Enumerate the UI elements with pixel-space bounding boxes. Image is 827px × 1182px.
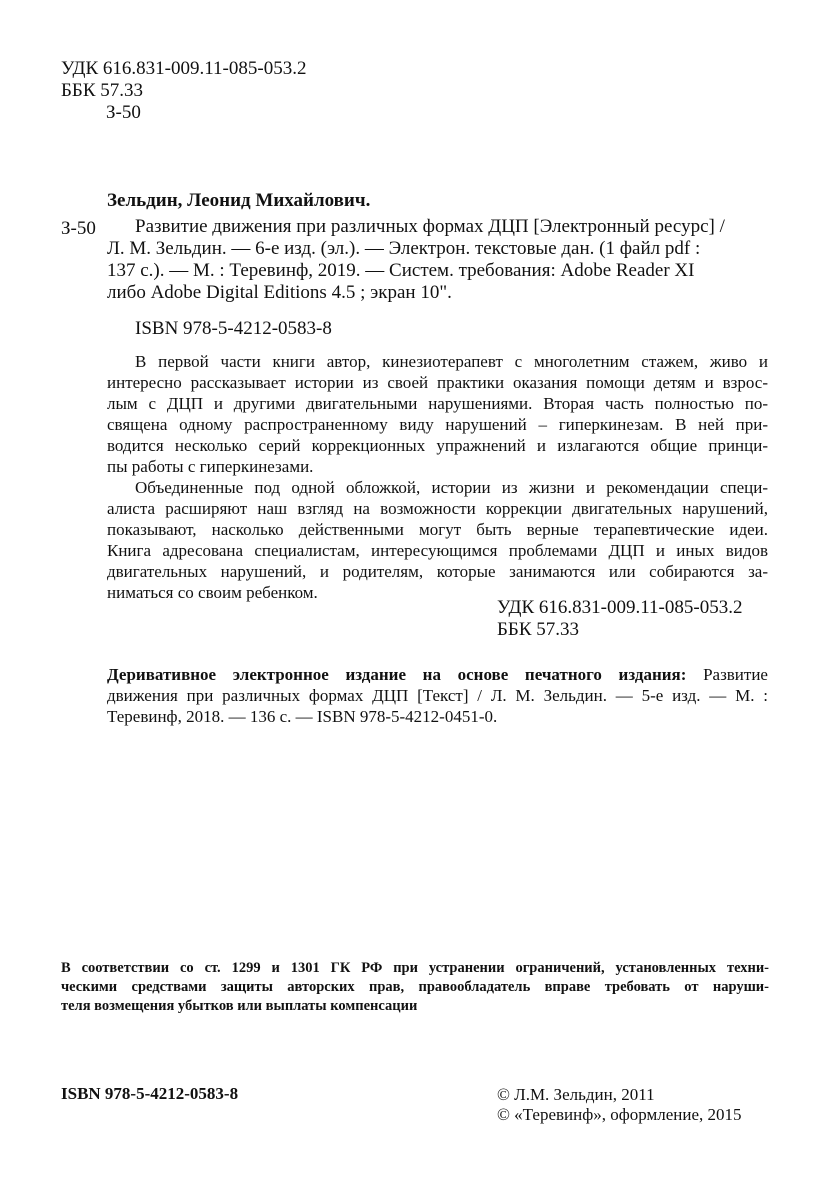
annotation-p2-line-1: Объединенные под одной обложкой, истории из жизни и рекомендации специ- (135, 478, 768, 497)
derivative-line-1-rest: Развитие (686, 665, 768, 684)
record-description (107, 216, 768, 304)
copyright-publisher: © «Теревинф», оформление, 2015 (497, 1105, 742, 1124)
copyright-author: © Л.М. Зельдин, 2011 (497, 1085, 655, 1104)
description-line-3: 137 с.). — М. : Теревинф, 2019. — Систем. требования: Adobe Reader XI (107, 260, 695, 281)
annotation-p1-line-2: интересно рассказывает истории из своей практики оказания помощи детям и взрос- (107, 373, 768, 392)
footer-isbn: ISBN 978-5-4212-0583-8 (61, 1084, 239, 1103)
annotation-p1-line-3: лым с ДЦП и другими двигательными нарушениями. Вторая часть полностью по- (107, 394, 768, 413)
annotation-p2-line-6: ниматься со своим ребенком. (107, 583, 318, 602)
record-isbn: ISBN 978-5-4212-0583-8 (135, 318, 332, 339)
legal-notice (61, 959, 769, 1016)
description-line-1: Развитие движения при различных формах ДЦП [Электронный ресурс] / (135, 216, 725, 237)
annotation-p1-line-1: В первой части книги автор, кинезиотерапевт с многолетним стажем, живо и (135, 352, 768, 371)
annotation-p2-line-5: двигательных нарушений, и родителям, которые занимаются или собираются за- (107, 562, 768, 581)
derivative-line-1 (107, 664, 768, 685)
annotation-p2-line-4: Книга адресована специалистам, интересующимся проблемами ДЦП и иных видов (107, 541, 768, 560)
description-line-2: Л. М. Зельдин. — 6-е изд. (эл.). — Электрон. текстовые дан. (1 файл pdf : (107, 238, 701, 259)
udk-code-repeat: УДК 616.831-009.11-085-053.2 (497, 597, 743, 618)
record-author-mark: З-50 (61, 218, 96, 239)
bbk-code-repeat: ББК 57.33 (497, 619, 579, 640)
derivative-label: Деривативное электронное издание на основе печатного издания: (107, 665, 687, 684)
annotation-p1-line-5: водится несколько серий коррекционных упражнений и излагаются общие принци- (107, 436, 768, 455)
annotation-p1-line-6: пы работы с гиперкинезами. (107, 457, 314, 476)
legal-line-2: ческими средствами защиты авторских прав, правообладатель вправе требовать от наруши- (61, 979, 769, 995)
description-line-4: либо Adobe Digital Editions 4.5 ; экран 10". (107, 282, 452, 303)
udk-code: УДК 616.831-009.11-085-053.2 (61, 58, 307, 79)
legal-line-1: В соответствии со ст. 1299 и 1301 ГК РФ при устранении ограничений, установленных техни- (61, 960, 769, 976)
annotation-p2-line-3: показывают, насколько действенными могут быть верные терапевтические идеи. (107, 520, 768, 539)
derivative-note (107, 664, 768, 727)
annotation-p1-line-4: священа одному распространенному виду нарушений – гиперкинезам. В ней при- (107, 415, 768, 434)
author-name: Зельдин, Леонид Михайлович. (107, 190, 371, 211)
legal-line-3: теля возмещения убытков или выплаты компенсации (61, 998, 418, 1014)
annotation (107, 351, 768, 603)
derivative-line-3: Теревинф, 2018. — 136 с. — ISBN 978-5-4212-0451-0. (107, 707, 498, 726)
author-mark: З-50 (106, 102, 141, 123)
annotation-p2-line-2: алиста расширяют наш взгляд на возможности коррекции двигательных нарушений, (107, 499, 768, 518)
bbk-code: ББК 57.33 (61, 80, 143, 101)
derivative-line-2: движения при различных формах ДЦП [Текст] / Л. М. Зельдин. — 5-е изд. — М. : (107, 686, 768, 705)
